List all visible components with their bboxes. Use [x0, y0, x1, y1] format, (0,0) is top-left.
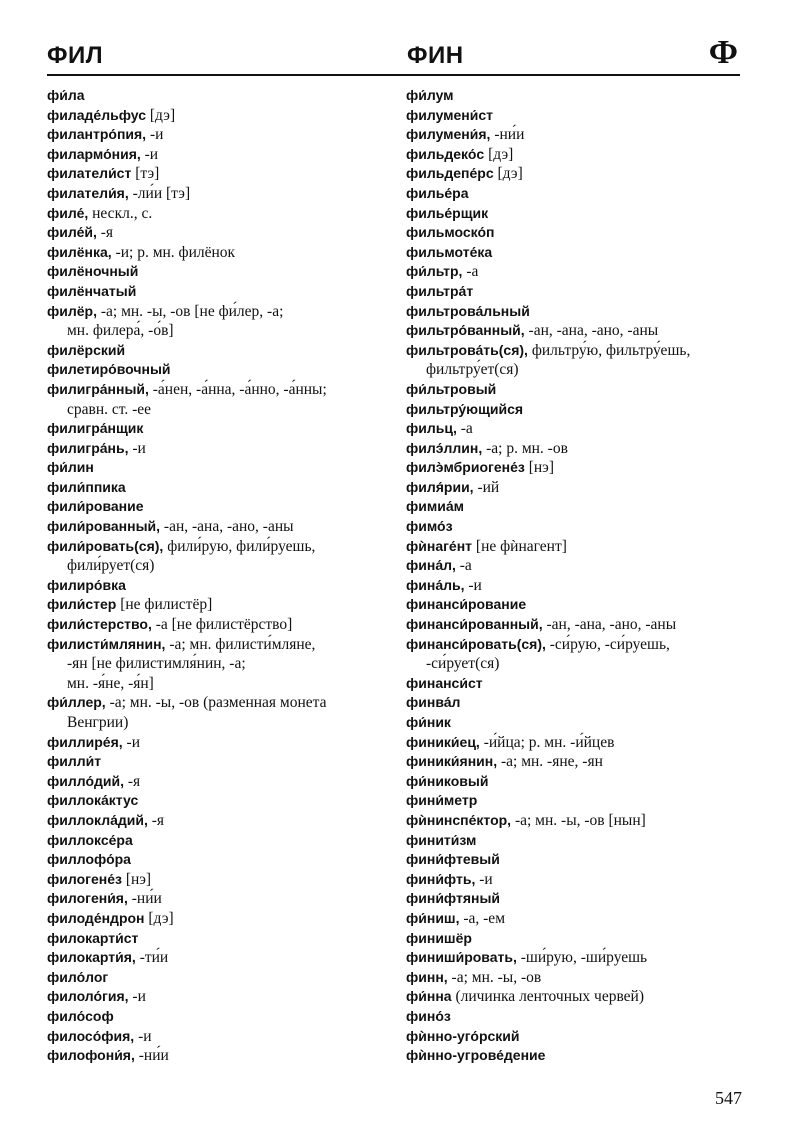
- entry-headword: фи́лин: [47, 459, 94, 476]
- entry-grammar: -а [не филистёрство]: [151, 616, 293, 634]
- dictionary-entry: [47, 674, 392, 694]
- dictionary-entry: [47, 86, 392, 106]
- entry-headword: филаде́льфус: [47, 106, 146, 123]
- dictionary-entry: [406, 1027, 751, 1047]
- entry-headword: финанси́рование: [406, 596, 527, 613]
- entry-headword: филогени́я,: [47, 890, 128, 907]
- dictionary-entry: [47, 987, 392, 1007]
- entry-headword: финишёр: [406, 929, 472, 946]
- entry-headword: финити́зм: [406, 831, 477, 848]
- dictionary-entry: [406, 1007, 751, 1027]
- entry-grammar: -ни́и: [127, 890, 162, 908]
- entry-headword: филофони́я,: [47, 1047, 135, 1064]
- entry-headword: филёр,: [47, 302, 97, 319]
- dictionary-entry: [47, 164, 392, 184]
- entry-headword: финанси́ровать(ся),: [406, 635, 546, 652]
- dictionary-entry: [47, 184, 392, 204]
- dictionary-entry: [406, 204, 751, 224]
- entry-continuation: -си́рует(ся): [426, 655, 500, 673]
- dictionary-entry: [47, 439, 392, 459]
- left-guide-word: ФИЛ: [47, 42, 104, 69]
- entry-grammar: -а: [456, 420, 473, 438]
- dictionary-entry: [47, 791, 392, 811]
- entry-continuation: мн. -я́не, -я́н]: [67, 674, 154, 692]
- dictionary-entry: [47, 145, 392, 165]
- dictionary-entry: [47, 341, 392, 361]
- entry-grammar: -а; мн. -ы, -ов (разменная монета: [105, 694, 327, 712]
- dictionary-entry: [406, 478, 751, 498]
- entry-grammar: -и: [128, 439, 146, 457]
- entry-headword: фѝнинспе́ктор,: [406, 811, 512, 828]
- entry-headword: филло́дий,: [47, 772, 124, 789]
- entry-headword: филэ̀мбриогене́з: [406, 459, 525, 476]
- entry-headword: фильдепе́рс: [406, 165, 494, 182]
- entry-headword: фѝнно-уго́рский: [406, 1027, 520, 1044]
- dictionary-entry: [47, 733, 392, 753]
- entry-continuation: сравн. ст. -ее: [67, 400, 152, 418]
- dictionary-entry: [47, 282, 392, 302]
- entry-headword: фильтра́т: [406, 282, 474, 299]
- entry-headword: филогене́з: [47, 870, 122, 887]
- entry-grammar: -а; мн. -ы, -ов [нын]: [511, 811, 646, 829]
- entry-grammar: [тэ]: [131, 165, 160, 183]
- dictionary-entry: [406, 733, 751, 753]
- dictionary-entry: [47, 693, 392, 732]
- entry-grammar: -я: [96, 224, 114, 242]
- entry-headword: филоде́ндрон: [47, 909, 145, 926]
- dictionary-entry: [47, 968, 392, 988]
- entry-grammar: -а́нен, -а́нна, -а́нно, -а́нны;: [148, 380, 327, 398]
- entry-grammar: -а; мн. филисти́мляне,: [165, 635, 316, 653]
- entry-grammar: -и: [464, 576, 482, 594]
- dictionary-entry: [47, 262, 392, 282]
- dictionary-entry: [406, 439, 751, 459]
- dictionary-entry: [406, 321, 751, 341]
- dictionary-entry: [406, 145, 751, 165]
- dictionary-entry: [47, 615, 392, 635]
- dictionary-entry: [406, 243, 751, 263]
- entry-headword: фильтру́ющийся: [406, 400, 524, 417]
- entry-grammar: -а; р. мн. -ов: [482, 439, 568, 457]
- entry-grammar: -и́йца; р. мн. -и́йцев: [479, 733, 615, 751]
- entry-grammar: -и: [122, 733, 140, 751]
- entry-headword: филлокла́дий,: [47, 811, 148, 828]
- dictionary-entry: [406, 458, 751, 478]
- dictionary-entry: [406, 537, 751, 557]
- entry-headword: филэ́ллин,: [406, 439, 483, 456]
- entry-headword: филетиро́вочный: [47, 361, 171, 378]
- entry-grammar: [нэ]: [524, 459, 554, 477]
- left-column: [47, 86, 392, 1066]
- dictionary-entry: [47, 870, 392, 890]
- dictionary-entry: [406, 831, 751, 851]
- entry-headword: финики́ец,: [406, 733, 480, 750]
- dictionary-entry: [47, 1027, 392, 1047]
- entry-headword: филумени́я,: [406, 126, 491, 143]
- right-column: [406, 86, 751, 1066]
- dictionary-entry: [47, 517, 392, 537]
- dictionary-entry: [406, 968, 751, 988]
- dictionary-entry: [47, 772, 392, 792]
- entry-grammar: -ни́и: [490, 126, 525, 144]
- dictionary-entry: [47, 419, 392, 439]
- dictionary-entry: [406, 948, 751, 968]
- entry-grammar: -а: [455, 557, 472, 575]
- dictionary-entry: [47, 106, 392, 126]
- entry-headword: фили́стерство,: [47, 616, 152, 633]
- entry-grammar: -ан, -ана, -ано, -аны: [160, 518, 294, 536]
- dictionary-entry: [406, 674, 751, 694]
- entry-grammar: -ши́рую, -ши́руешь: [516, 949, 648, 967]
- dictionary-entry: [406, 517, 751, 537]
- entry-headword: фили́рование: [47, 498, 144, 515]
- entry-grammar: [дэ]: [146, 106, 176, 124]
- dictionary-entry: [406, 752, 751, 772]
- entry-headword: фино́з: [406, 1007, 451, 1024]
- entry-headword: филисти́млянин,: [47, 635, 166, 652]
- entry-headword: филёнка,: [47, 243, 112, 260]
- dictionary-entry: [406, 125, 751, 145]
- dictionary-entry: [47, 595, 392, 615]
- entry-headword: филье́ра: [406, 184, 469, 201]
- entry-headword: фимо́з: [406, 518, 453, 535]
- entry-headword: филёрский: [47, 341, 126, 358]
- entry-grammar: -и: [146, 126, 164, 144]
- entry-headword: филокарти́я,: [47, 949, 136, 966]
- entry-headword: фильц,: [406, 420, 457, 437]
- entry-headword: финики́янин,: [406, 753, 498, 770]
- dictionary-entry: [47, 850, 392, 870]
- dictionary-entry: [406, 1046, 751, 1066]
- dictionary-entry: [47, 478, 392, 498]
- entry-headword: фи́лум: [406, 87, 454, 103]
- dictionary-entry: [47, 889, 392, 909]
- entry-headword: финиши́ровать,: [406, 949, 517, 966]
- entry-grammar: [дэ]: [493, 165, 523, 183]
- dictionary-entry: [47, 831, 392, 851]
- entry-continuation: -ян [не филистимля́нин, -а;: [67, 655, 246, 673]
- dictionary-entry: [406, 791, 751, 811]
- entry-grammar: [нэ]: [121, 870, 152, 888]
- entry-headword: фило́соф: [47, 1007, 114, 1024]
- entry-headword: фильтрова́ть(ся),: [406, 341, 528, 358]
- dictionary-entry: [47, 204, 392, 224]
- entry-headword: филумени́ст: [406, 106, 494, 123]
- entry-headword: филлоксе́ра: [47, 831, 133, 848]
- entry-grammar: -си́рую, -си́руешь,: [545, 635, 670, 653]
- entry-grammar: фили́рую, фили́руешь,: [163, 537, 316, 555]
- entry-continuation: фильтру́ет(ся): [426, 361, 519, 379]
- entry-grammar: -и: [128, 988, 146, 1006]
- entry-headword: филигра́нь,: [47, 439, 129, 456]
- dictionary-entry: [47, 223, 392, 243]
- dictionary-entry: [406, 635, 751, 674]
- entry-headword: фильмоско́п: [406, 224, 495, 241]
- entry-headword: филье́рщик: [406, 204, 489, 221]
- dictionary-entry: [47, 576, 392, 596]
- entry-headword: фини́фтевый: [406, 851, 500, 868]
- entry-headword: финва́л: [406, 694, 461, 711]
- dictionary-entry: [406, 282, 751, 302]
- dictionary-entry: [406, 419, 751, 439]
- dictionary-entry: [406, 595, 751, 615]
- dictionary-entry: [406, 497, 751, 517]
- entry-headword: филлока́ктус: [47, 792, 139, 809]
- entry-grammar: -ан, -ана, -ано, -аны: [542, 616, 677, 634]
- page-number: 547: [715, 1088, 742, 1108]
- dictionary-entry: [47, 243, 392, 263]
- dictionary-entry: [406, 889, 751, 909]
- dictionary-entry: [406, 693, 751, 713]
- dictionary-entry: [406, 713, 751, 733]
- entry-grammar: -а; мн. -яне, -ян: [497, 753, 603, 771]
- entry-grammar: (личинка ленточных червей): [451, 988, 645, 1006]
- entry-headword: фи́ник: [406, 714, 451, 730]
- entry-grammar: -а: [462, 263, 479, 281]
- entry-grammar: -ти́и: [135, 949, 169, 967]
- entry-headword: фи́льтр,: [406, 263, 463, 280]
- entry-grammar: -а; мн. -ы, -ов: [447, 968, 542, 986]
- entry-headword: филантро́пия,: [47, 126, 147, 143]
- dictionary-entry: [47, 537, 392, 576]
- entry-headword: фѝнно-угрове́дение: [406, 1047, 546, 1064]
- dictionary-entry: [47, 497, 392, 517]
- dictionary-entry: [406, 772, 751, 792]
- entry-headword: фи́никовый: [406, 772, 489, 789]
- center-guide-word: ФИН: [407, 42, 464, 69]
- dictionary-entry: [47, 125, 392, 145]
- entry-headword: филе́й,: [47, 224, 97, 241]
- entry-headword: фили́ппика: [47, 478, 126, 495]
- dictionary-entry: [406, 850, 751, 870]
- dictionary-entry: [406, 223, 751, 243]
- entry-headword: фѝнаге́нт: [406, 537, 473, 554]
- entry-headword: филатели́я,: [47, 184, 129, 201]
- entry-grammar: -ли́и [тэ]: [128, 184, 191, 202]
- dictionary-entry: [47, 752, 392, 772]
- entry-headword: филармо́ния,: [47, 145, 141, 162]
- dictionary-entry: [406, 556, 751, 576]
- entry-headword: фильтрова́льный: [406, 302, 530, 319]
- entry-headword: филокарти́ст: [47, 929, 139, 946]
- entry-grammar: -ий: [473, 478, 500, 496]
- dictionary-entry: [406, 909, 751, 929]
- entry-headword: фильтро́ванный,: [406, 322, 525, 339]
- dictionary-entry: [406, 164, 751, 184]
- entry-headword: финанси́рованный,: [406, 616, 543, 633]
- entry-grammar: [не филистёр]: [116, 596, 213, 614]
- entry-headword: филигра́нный,: [47, 380, 149, 397]
- entry-headword: фильдеко́с: [406, 145, 485, 162]
- entry-headword: фили́ровать(ся),: [47, 537, 164, 554]
- dictionary-entry: [47, 635, 392, 674]
- entry-headword: финн,: [406, 968, 448, 985]
- entry-headword: филе́,: [47, 204, 89, 221]
- dictionary-entry: [47, 458, 392, 478]
- dictionary-entry: [406, 929, 751, 949]
- entry-headword: фило́лог: [47, 968, 109, 985]
- entry-continuation: мн. филера́, -о́в]: [67, 322, 174, 340]
- entry-grammar: -и: [134, 1027, 152, 1045]
- entry-headword: фи́ла: [47, 87, 85, 103]
- dictionary-entry: [47, 929, 392, 949]
- entry-headword: фили́рованный,: [47, 518, 161, 535]
- dictionary-entry: [47, 1007, 392, 1027]
- entry-headword: фи́льтровый: [406, 380, 497, 397]
- entry-headword: филосо́фия,: [47, 1027, 135, 1044]
- entry-headword: филёночный: [47, 263, 139, 280]
- dictionary-entry: [406, 576, 751, 596]
- entry-grammar: [дэ]: [484, 145, 514, 163]
- dictionary-entry: [406, 302, 751, 322]
- running-header: [47, 34, 740, 76]
- dictionary-entry: [406, 341, 751, 380]
- entry-headword: фина́л,: [406, 557, 456, 574]
- entry-grammar: -я: [147, 811, 165, 829]
- entry-headword: фильмоте́ка: [406, 243, 493, 260]
- dictionary-entry: [406, 106, 751, 126]
- dictionary-entry: [406, 811, 751, 831]
- entry-headword: филёнчатый: [47, 282, 137, 299]
- entry-grammar: -и: [475, 870, 493, 888]
- dictionary-entry: [47, 360, 392, 380]
- dictionary-entry: [406, 262, 751, 282]
- entry-grammar: фильтру́ю, фильтру́ешь,: [527, 341, 691, 359]
- dictionary-entry: [406, 86, 751, 106]
- entry-headword: фимиа́м: [406, 498, 464, 515]
- entry-continuation: фили́рует(ся): [67, 557, 155, 575]
- entry-headword: филатели́ст: [47, 165, 132, 182]
- entry-grammar: -а; мн. -ы, -ов [не фи́лер, -а;: [96, 302, 284, 320]
- entry-grammar: -ан, -ана, -ано, -аны: [524, 322, 659, 340]
- entry-headword: филлофо́ра: [47, 851, 131, 868]
- entry-headword: фини́метр: [406, 792, 478, 809]
- dictionary-entry: [47, 909, 392, 929]
- dictionary-entry: [47, 380, 392, 419]
- entry-grammar: [не фѝнагент]: [472, 537, 567, 555]
- entry-grammar: -и: [140, 145, 159, 163]
- dictionary-entry: [406, 987, 751, 1007]
- dictionary-entry: [47, 1046, 392, 1066]
- entry-headword: филоло́гия,: [47, 988, 129, 1005]
- entry-grammar: -ни́и: [134, 1047, 169, 1065]
- entry-headword: фини́фтяный: [406, 890, 501, 907]
- entry-headword: фи́нна: [406, 988, 452, 1005]
- entry-headword: филлире́я,: [47, 733, 123, 750]
- entry-headword: фи́ниш,: [406, 909, 460, 926]
- entry-headword: филигра́нщик: [47, 420, 144, 437]
- entry-headword: фина́ль,: [406, 576, 465, 593]
- dictionary-entry: [406, 615, 751, 635]
- entry-headword: фили́стер: [47, 596, 117, 613]
- entry-grammar: -я: [124, 772, 141, 790]
- entry-grammar: [дэ]: [144, 909, 174, 927]
- dictionary-entry: [406, 184, 751, 204]
- entry-headword: филя́рии,: [406, 478, 474, 495]
- dictionary-entry: [47, 948, 392, 968]
- dictionary-entry: [406, 870, 751, 890]
- dictionary-entry: [47, 811, 392, 831]
- entry-grammar: -и; р. мн. филёнок: [111, 243, 236, 261]
- dictionary-entry: [47, 302, 392, 341]
- entry-headword: фини́фть,: [406, 870, 476, 887]
- dictionary-entry: [406, 380, 751, 400]
- entry-headword: фи́ллер,: [47, 694, 106, 711]
- entry-headword: финанси́ст: [406, 674, 483, 691]
- entry-headword: филли́т: [47, 753, 102, 770]
- entry-grammar: -а, -ем: [459, 909, 506, 927]
- dictionary-entry: [406, 400, 751, 420]
- entry-headword: филиро́вка: [47, 576, 126, 593]
- entry-continuation: Венгрии): [67, 714, 129, 731]
- section-letter: Ф: [708, 34, 738, 71]
- entry-grammar: нескл., с.: [88, 204, 153, 222]
